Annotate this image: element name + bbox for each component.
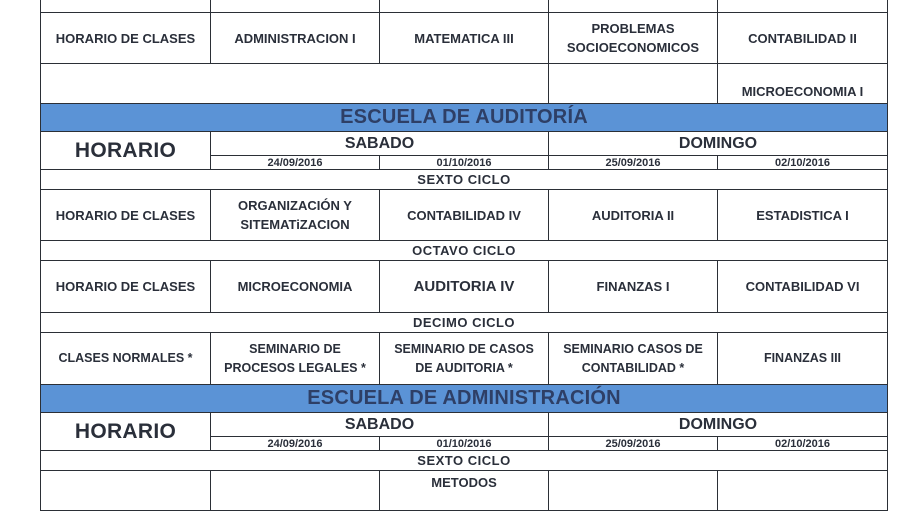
empty-cell — [41, 64, 549, 104]
course-cell: CONTABILIDAD IV — [380, 190, 549, 241]
course-cell: SEMINARIO CASOS DE CONTABILIDAD * — [549, 333, 718, 385]
course-cell: FINANZAS III — [718, 333, 888, 385]
schedule-label: HORARIO DE CLASES — [41, 261, 211, 313]
school-title: ESCUELA DE AUDITORÍA — [41, 104, 888, 132]
days-row — [41, 132, 888, 156]
course-cell: AUDITORIA IV — [380, 261, 549, 313]
schedule-label: CLASES NORMALES * — [41, 333, 211, 385]
course-cell: METODOS — [380, 471, 549, 511]
date-cell: 24/09/2016 — [211, 156, 380, 170]
schedule-label: HORARIO DE CLASES — [41, 190, 211, 241]
course-cell: FINANZAS I — [549, 261, 718, 313]
course-cell: SEMINARIO DE PROCESOS LEGALES * — [211, 333, 380, 385]
cycle-title: SEXTO CICLO — [41, 170, 888, 190]
date-cell: 01/10/2016 — [380, 156, 549, 170]
empty-cell — [549, 64, 718, 104]
cut-cell — [41, 0, 211, 13]
days-row — [41, 413, 888, 437]
course-cell: AUDITORIA II — [549, 190, 718, 241]
cycle-row — [41, 241, 888, 261]
school-band-administracion — [41, 385, 888, 413]
cycle-title: SEXTO CICLO — [41, 451, 888, 471]
course-cell: CONTABILIDAD II — [718, 13, 888, 64]
course-cell: ADMINISTRACION I — [211, 13, 380, 64]
cycle-row — [41, 451, 888, 471]
cycle-title: DECIMO CICLO — [41, 313, 888, 333]
empty-cell — [718, 471, 888, 511]
date-cell: 02/10/2016 — [718, 156, 888, 170]
empty-cell — [549, 471, 718, 511]
day-sabado: SABADO — [211, 132, 549, 156]
horario-label: HORARIO — [41, 132, 211, 170]
sexto-schedule-row — [41, 190, 888, 241]
horario-label: HORARIO — [41, 413, 211, 451]
empty-cell — [41, 471, 211, 511]
cycle-title: OCTAVO CICLO — [41, 241, 888, 261]
day-domingo: DOMINGO — [549, 413, 888, 437]
course-cell: ESTADISTICA I — [718, 190, 888, 241]
course-cell: MICROECONOMIA — [211, 261, 380, 313]
cut-cell — [380, 0, 549, 13]
cut-top-row — [41, 0, 888, 13]
school-band-auditoria — [41, 104, 888, 132]
day-domingo: DOMINGO — [549, 132, 888, 156]
date-cell: 01/10/2016 — [380, 437, 549, 451]
school-title: ESCUELA DE ADMINISTRACIÓN — [41, 385, 888, 413]
cut-cell — [211, 0, 380, 13]
course-cell: CONTABILIDAD VI — [718, 261, 888, 313]
top-schedule-row — [41, 13, 888, 64]
cycle-row — [41, 313, 888, 333]
schedule-sheet — [40, 0, 887, 511]
date-cell: 02/10/2016 — [718, 437, 888, 451]
course-cell: MICROECONOMIA I — [718, 64, 888, 104]
cut-cell — [549, 0, 718, 13]
date-cell: 25/09/2016 — [549, 156, 718, 170]
cycle-row — [41, 170, 888, 190]
top-schedule-row-2 — [41, 64, 888, 104]
course-cell: ORGANIZACIÓN Y SITEMATiZACION — [211, 190, 380, 241]
course-cell: SEMINARIO DE CASOS DE AUDITORIA * — [380, 333, 549, 385]
octavo-schedule-row — [41, 261, 888, 313]
empty-cell — [211, 471, 380, 511]
course-cell: PROBLEMAS SOCIOECONOMICOS — [549, 13, 718, 64]
decimo-schedule-row — [41, 333, 888, 385]
schedule-label: HORARIO DE CLASES — [41, 13, 211, 64]
schedule-table — [40, 0, 888, 511]
day-sabado: SABADO — [211, 413, 549, 437]
date-cell: 24/09/2016 — [211, 437, 380, 451]
admin-sexto-row-partial — [41, 471, 888, 511]
cut-cell — [718, 0, 888, 13]
course-cell: MATEMATICA III — [380, 13, 549, 64]
date-cell: 25/09/2016 — [549, 437, 718, 451]
